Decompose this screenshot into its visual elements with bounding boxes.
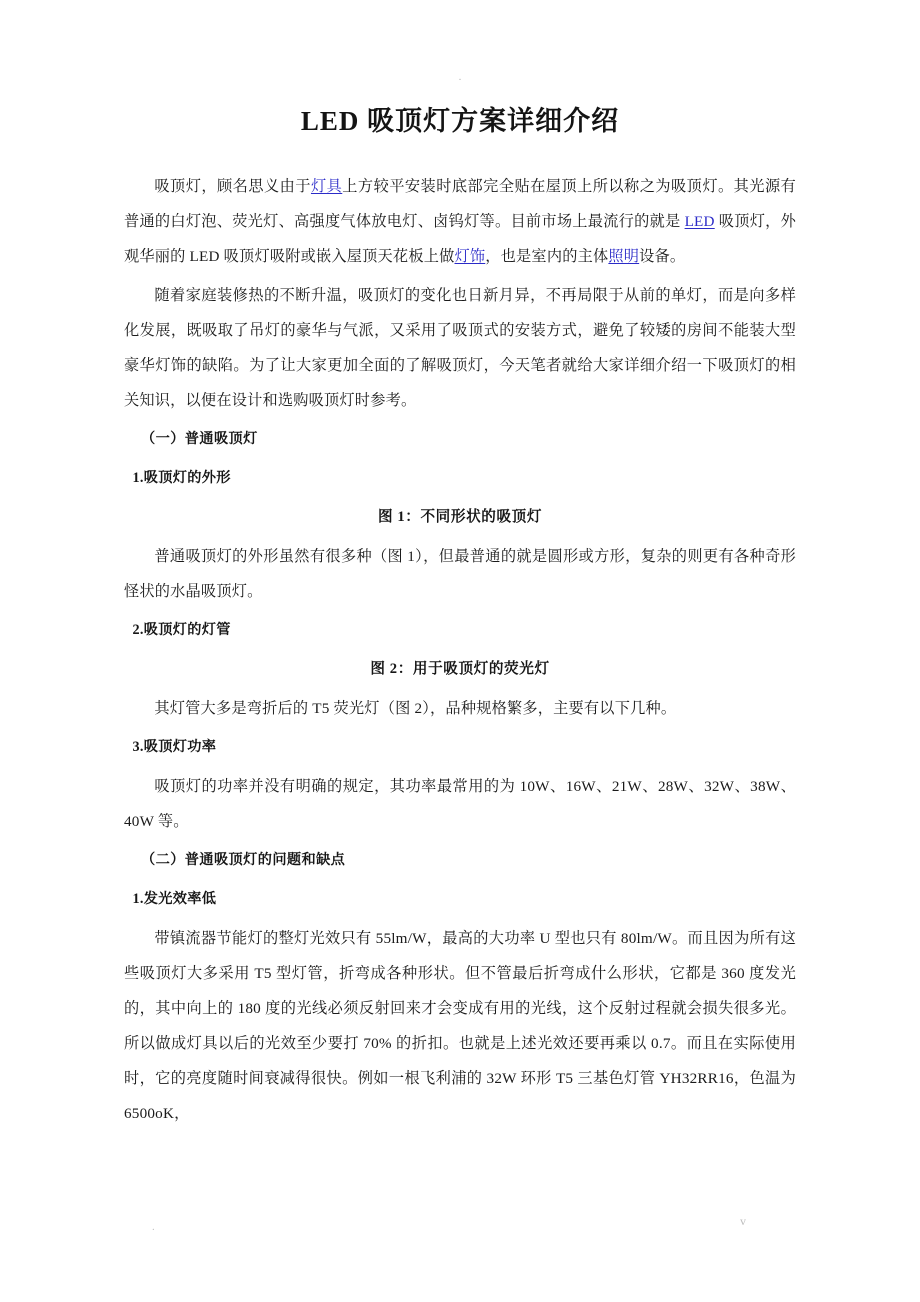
figure-2-caption: 图 2：用于吸顶灯的荧光灯	[370, 661, 550, 678]
page-title: LED 吸顶灯方案详细介绍	[300, 106, 620, 136]
subsection-heading-power: 3.吸顶灯功率	[132, 739, 217, 756]
paragraph-intro	[124, 169, 796, 274]
subsection-heading-tube: 2.吸顶灯的灯管	[132, 622, 231, 639]
page-footer-mark-right: v	[740, 1214, 746, 1228]
link-light-decor[interactable]: 灯饰	[454, 248, 486, 266]
intro-segment-4: ，也是室内的主体	[485, 248, 609, 266]
intro-segment-3: 吸顶灯，外观华丽的 LED 吸顶灯吸附或嵌入屋顶天花板上做	[124, 213, 796, 266]
intro-segment-2: 上方较平安装时底部完全贴在屋顶上所以称之为吸顶灯。其光源有普通的白灯泡、荧光灯、高强度气体放电灯、卤钨灯等。目前市场上最流行的就是	[124, 178, 796, 231]
intro-segment-1: 吸顶灯，顾名思义由于	[154, 178, 311, 196]
page-header-mark: .	[458, 71, 462, 83]
paragraph-tube-description: 其灯管大多是弯折后的 T5 荧光灯（图 2），品种规格繁多，主要有以下几种。	[154, 700, 677, 718]
paragraph-background: 随着家庭装修热的不断升温，吸顶灯的变化也日新月异，不再局限于从前的单灯，而是向多样化发展，既吸取了吊灯的豪华与气派，又采用了吸顶式的安装方式，避免了较矮的房间不能装大型豪华灯饰的缺陷。为了让大家更加全面的了解吸顶灯，今天笔者就给大家详细介绍一下吸顶灯的相关知识，以便在设计和选购吸顶灯时参考。	[124, 287, 796, 410]
paragraph-efficiency-description: 带镇流器节能灯的整灯光效只有 55lm/W，最高的大功率 U 型也只有 80lm/W。而且因为所有这些吸顶灯大多采用 T5 型灯管，折弯成各种形状。但不管最后折弯成什么形状，它都是 360 度发光的，其中向上的 180 度的光线必须反射回来才会变成有用的光线，这个反射过程就会损失很多光。所以做成灯具以后的光效至少要打 70% 的折扣。也就是上述光效还要再乘以 0.7。而且在实际使用时，它的亮度随时间衰减得很快。例如一根飞利浦的 32W 环形 T5 三基色灯管 YH32RR16，色温为 6500oK，	[124, 930, 796, 1123]
paragraph-power-description: 吸顶灯的功率并没有明确的规定，其功率最常用的为 10W、16W、21W、28W、32W、38W、40W 等。	[124, 778, 796, 831]
subsection-heading-low-efficiency: 1.发光效率低	[132, 891, 217, 908]
page-footer-mark-left: .	[152, 1221, 155, 1233]
paragraph-shape-description: 普通吸顶灯的外形虽然有很多种（图 1），但最普通的就是圆形或方形，复杂的则更有各种奇形怪状的水晶吸顶灯。	[124, 548, 796, 601]
section-heading-two: （二）普通吸顶灯的问题和缺点	[141, 852, 346, 869]
intro-segment-5: 设备。	[639, 248, 686, 266]
document-content	[124, 104, 796, 1135]
link-lighting[interactable]: 照明	[608, 248, 640, 266]
link-lamps[interactable]: 灯具	[310, 178, 343, 196]
figure-1-caption: 图 1：不同形状的吸顶灯	[377, 509, 543, 526]
subsection-heading-shape: 1.吸顶灯的外形	[132, 470, 231, 487]
link-led[interactable]: LED	[684, 213, 715, 231]
section-heading-one: （一）普通吸顶灯	[141, 431, 258, 448]
